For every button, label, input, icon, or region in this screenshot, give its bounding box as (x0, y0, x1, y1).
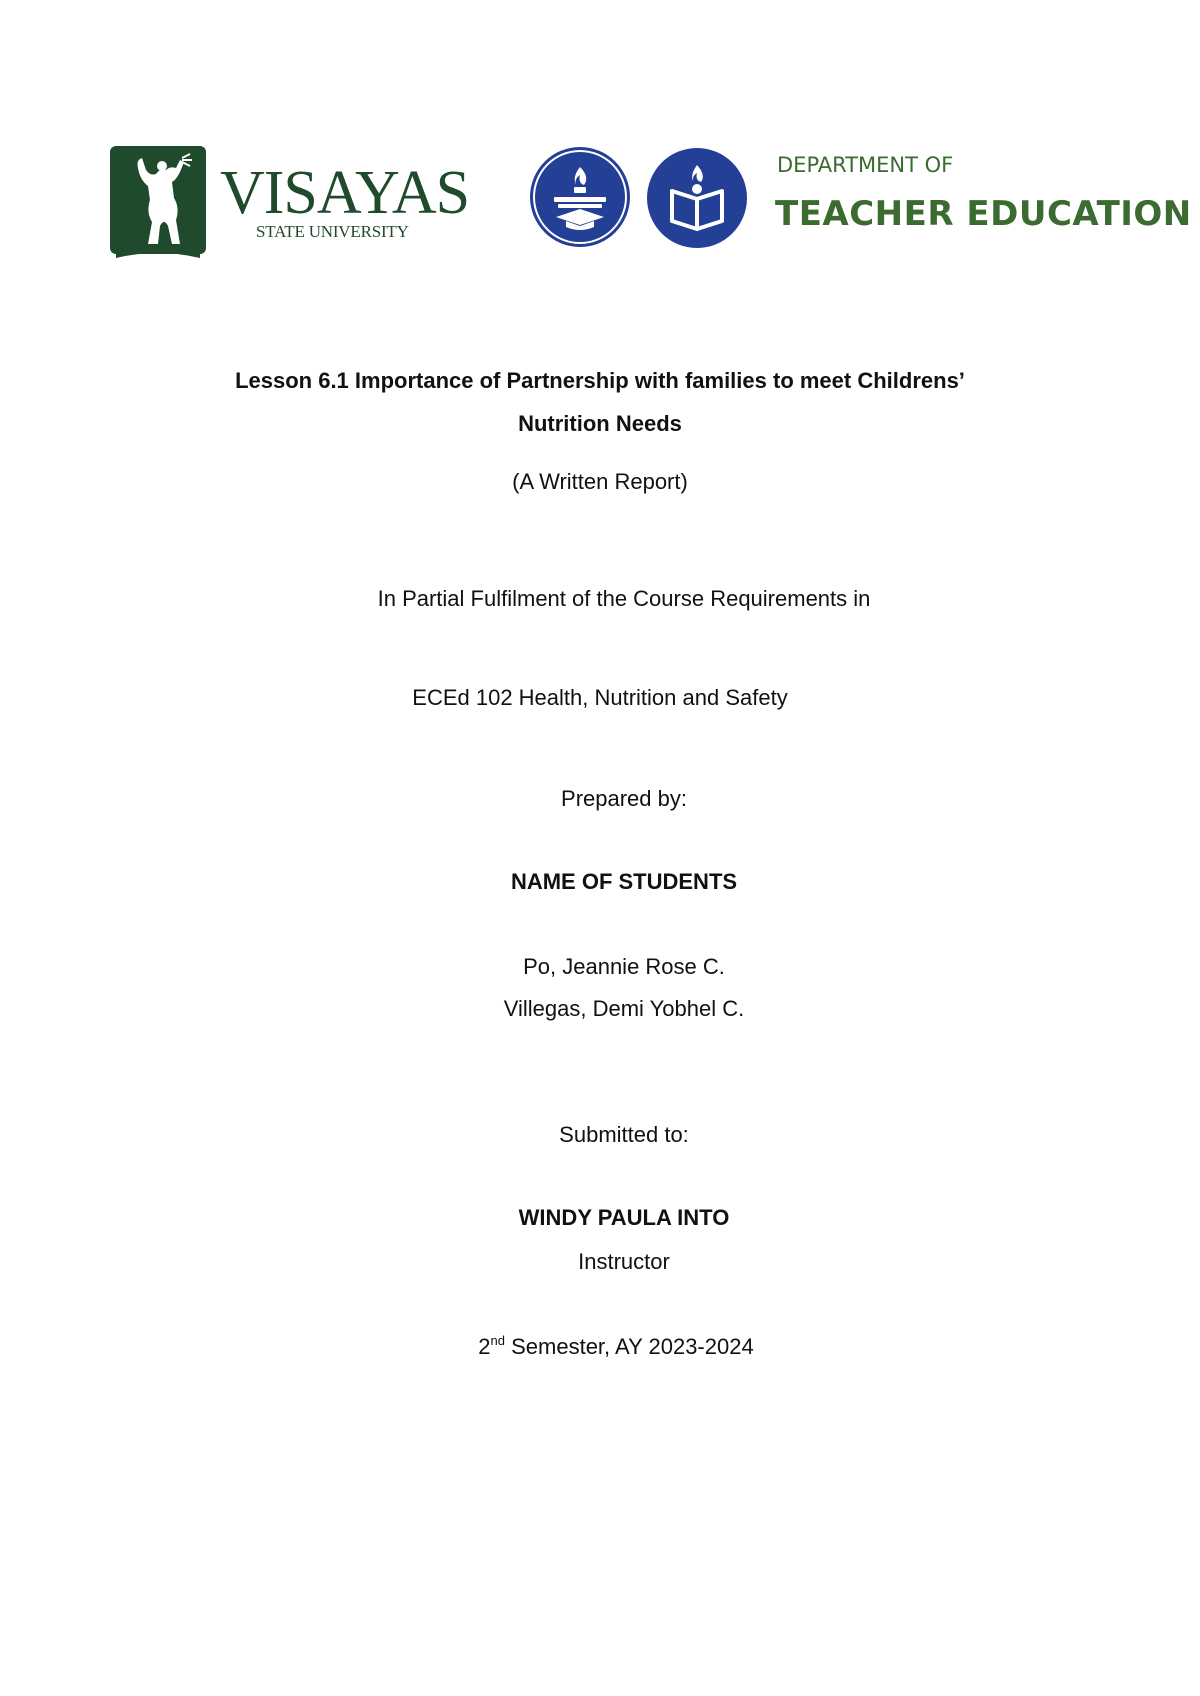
book-seal-icon (646, 147, 748, 249)
prepared-label: Prepared by: (561, 786, 687, 811)
submitted-label: Submitted to: (559, 1122, 689, 1147)
term-text: Semester, AY 2023-2024 (505, 1334, 754, 1359)
university-name: VISAYAS (220, 159, 470, 227)
report-title-line2: Nutrition Needs (518, 411, 682, 436)
instructor-role: Instructor (578, 1249, 670, 1274)
term-number: 2 (478, 1334, 491, 1359)
university-subtitle: STATE UNIVERSITY (256, 222, 409, 241)
vsu-oblation-icon (110, 146, 206, 260)
students-heading: NAME OF STUDENTS (510, 869, 738, 894)
instructor-name: WINDY PAULA INTO (518, 1205, 730, 1230)
course-intro: In Partial Fulfilment of the Course Requirements in (377, 586, 871, 611)
semester-term (16, 1334, 1200, 1360)
student-name: Po, Jeannie Rose C. (523, 954, 725, 979)
report-type: (A Written Report) (512, 469, 688, 494)
department-prefix: DEPARTMENT OF (777, 153, 954, 177)
student-name: Villegas, Demi Yobhel C. (503, 996, 745, 1021)
report-title-line1: Lesson 6.1 Importance of Partnership with families to meet Childrens’ (235, 368, 965, 393)
department-name: TEACHER EDUCATION (775, 194, 1192, 234)
course-name: ECEd 102 Health, Nutrition and Safety (412, 685, 788, 710)
vsu-logo (110, 146, 470, 264)
education-seal-icon (528, 145, 632, 249)
term-ordinal-suffix: nd (490, 1332, 505, 1348)
